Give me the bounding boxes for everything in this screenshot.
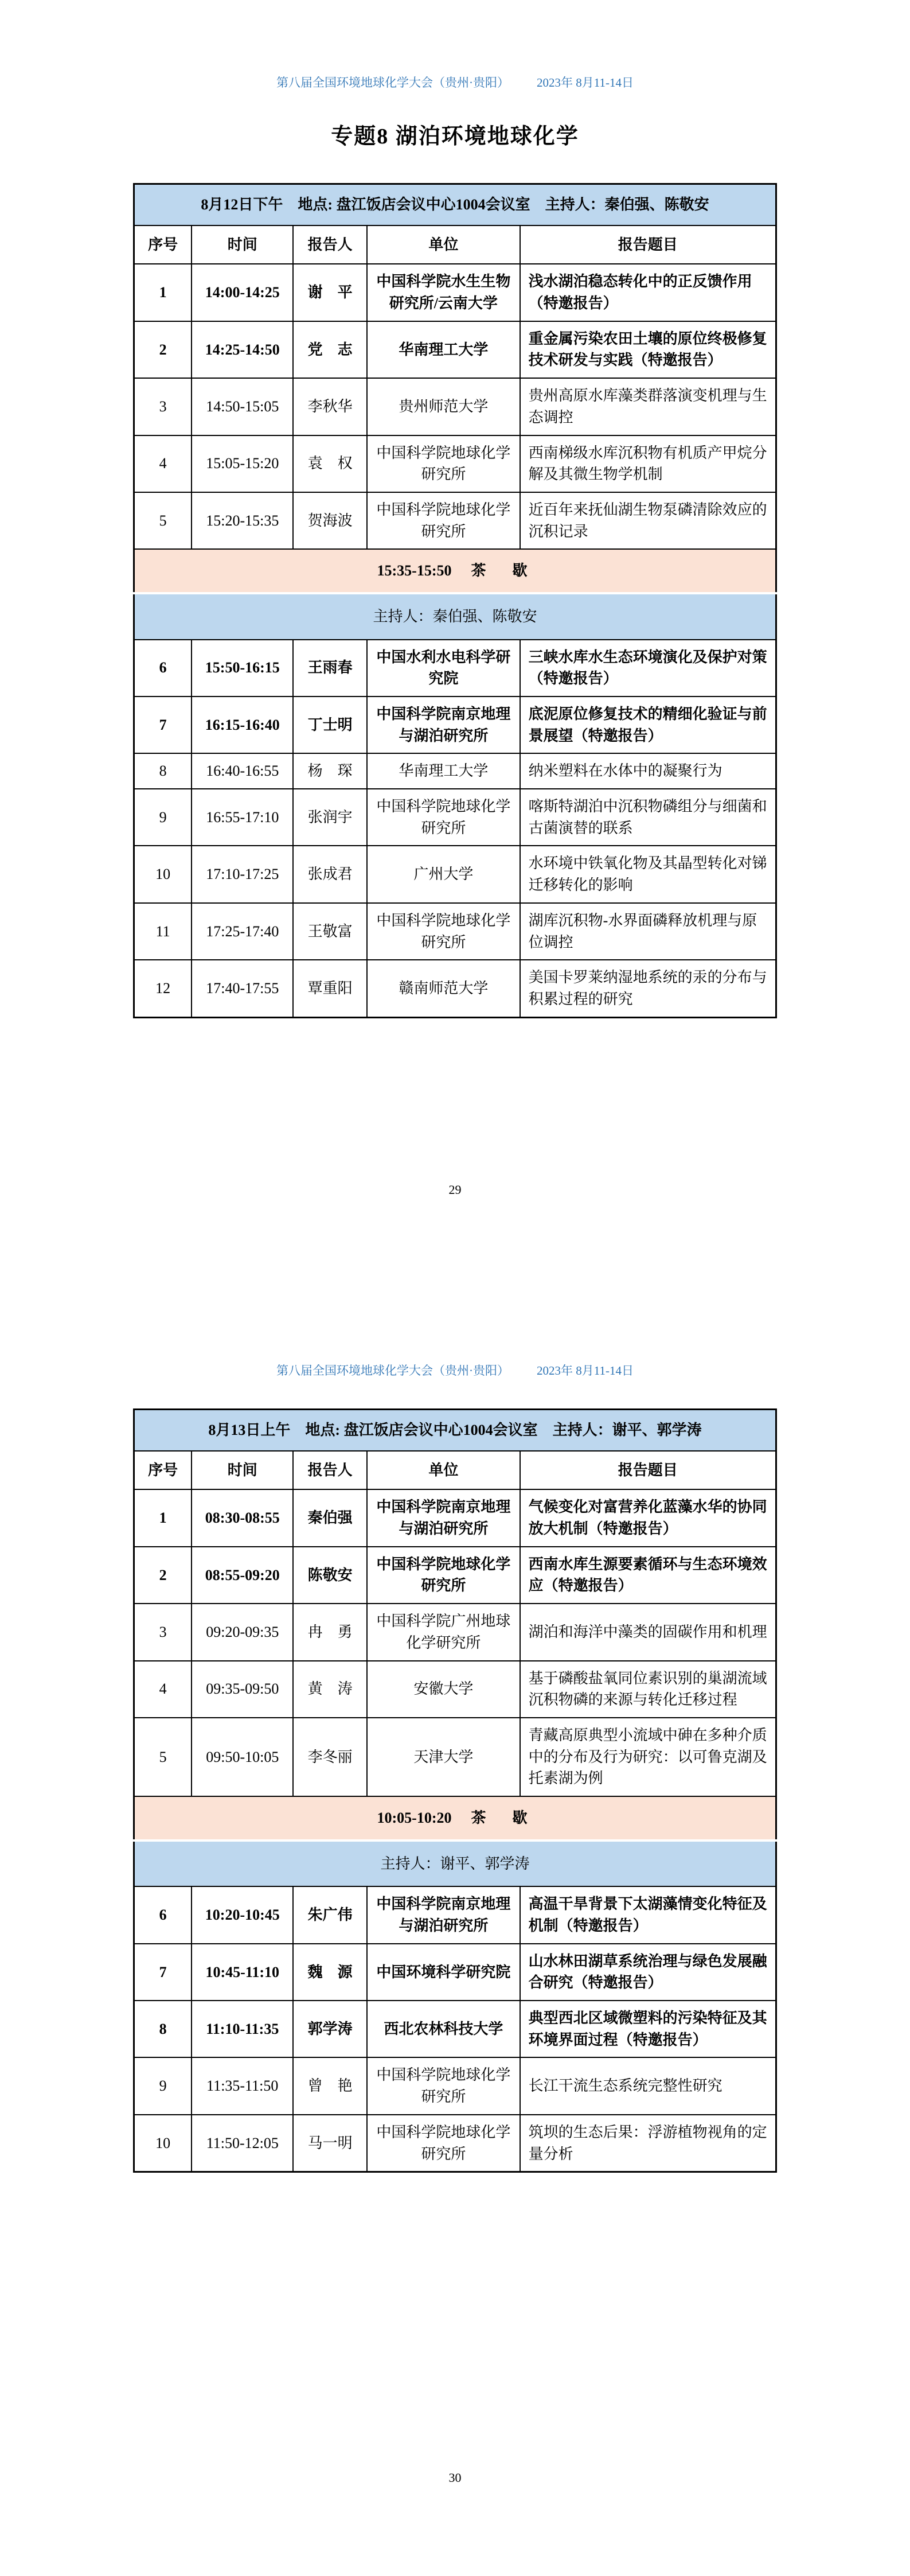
tea-break-row — [134, 1796, 776, 1840]
table-row — [134, 789, 776, 846]
cell-unit: 赣南师范大学 — [367, 960, 520, 1017]
cell-no: 12 — [134, 960, 192, 1017]
cell-title: 湖泊和海洋中藻类的固碳作用和机理 — [520, 1604, 776, 1660]
cell-no: 10 — [134, 846, 192, 902]
table-row — [134, 1886, 776, 1943]
cell-time: 08:30-08:55 — [192, 1489, 293, 1546]
cell-time: 16:15-16:40 — [192, 696, 293, 753]
cell-speaker: 郭学涛 — [293, 2001, 367, 2057]
cell-no: 3 — [134, 1604, 192, 1660]
cell-speaker: 杨 琛 — [293, 753, 367, 789]
cell-speaker: 曾 艳 — [293, 2057, 367, 2114]
cell-speaker: 马一明 — [293, 2115, 367, 2172]
col-header-speaker: 报告人 — [293, 225, 367, 264]
cell-speaker: 李冬丽 — [293, 1718, 367, 1796]
cell-unit: 中国科学院地球化学研究所 — [367, 435, 520, 492]
cell-speaker: 朱广伟 — [293, 1886, 367, 1943]
column-header-row — [134, 1451, 776, 1490]
cell-title: 贵州高原水库藻类群落演变机理与生态调控 — [520, 378, 776, 435]
cell-unit: 贵州师范大学 — [367, 378, 520, 435]
cell-speaker: 党 志 — [293, 321, 367, 378]
table-row — [134, 1489, 776, 1546]
cell-unit: 中国水利水电科学研究院 — [367, 640, 520, 696]
cell-time: 17:40-17:55 — [192, 960, 293, 1017]
cell-title: 三峡水库水生态环境演化及保护对策（特邀报告） — [520, 640, 776, 696]
cell-title: 筑坝的生态后果：浮游植物视角的定量分析 — [520, 2115, 776, 2172]
cell-no: 7 — [134, 1944, 192, 2001]
table-row — [134, 264, 776, 321]
cell-no: 2 — [134, 321, 192, 378]
table-row — [134, 640, 776, 696]
cell-no: 3 — [134, 378, 192, 435]
cell-time: 10:45-11:10 — [192, 1944, 293, 2001]
table-row — [134, 492, 776, 549]
table-row — [134, 1547, 776, 1604]
cell-unit: 华南理工大学 — [367, 321, 520, 378]
cell-speaker: 陈敬安 — [293, 1547, 367, 1604]
page-number-30: 30 — [448, 2470, 462, 2485]
table-row — [134, 2001, 776, 2057]
cell-title: 浅水湖泊稳态转化中的正反馈作用（特邀报告） — [520, 264, 776, 321]
cell-unit: 广州大学 — [367, 846, 520, 902]
cell-time: 11:35-11:50 — [192, 2057, 293, 2114]
cell-unit: 天津大学 — [367, 1718, 520, 1796]
chairs-row — [134, 1840, 776, 1887]
cell-no: 9 — [134, 2057, 192, 2114]
tea-break-time: 15:35-15:50 — [377, 562, 452, 579]
cell-time: 16:55-17:10 — [192, 789, 293, 846]
table-row — [134, 2115, 776, 2172]
cell-title: 底泥原位修复技术的精细化验证与前景展望（特邀报告） — [520, 696, 776, 753]
tea-break-cell — [134, 549, 776, 593]
cell-speaker: 谢 平 — [293, 264, 367, 321]
cell-unit: 中国科学院地球化学研究所 — [367, 492, 520, 549]
cell-speaker: 王敬富 — [293, 903, 367, 960]
table-row — [134, 960, 776, 1017]
tea-break-label: 茶 歇 — [471, 562, 533, 579]
session-banner-row — [134, 184, 776, 225]
column-header-row — [134, 225, 776, 264]
cell-title: 山水林田湖草系统治理与绿色发展融合研究（特邀报告） — [520, 1944, 776, 2001]
cell-no: 11 — [134, 903, 192, 960]
cell-speaker: 丁士明 — [293, 696, 367, 753]
cell-no: 5 — [134, 1718, 192, 1796]
cell-time: 10:20-10:45 — [192, 1886, 293, 1943]
cell-speaker: 张润宇 — [293, 789, 367, 846]
table-row — [134, 321, 776, 378]
cell-time: 15:20-15:35 — [192, 492, 293, 549]
cell-speaker: 秦伯强 — [293, 1489, 367, 1546]
col-header-index: 序号 — [134, 225, 192, 264]
cell-no: 1 — [134, 1489, 192, 1546]
table-row — [134, 2057, 776, 2114]
cell-unit: 中国科学院南京地理与湖泊研究所 — [367, 1489, 520, 1546]
cell-title: 西南梯级水库沉积物有机质产甲烷分解及其微生物学机制 — [520, 435, 776, 492]
cell-speaker: 王雨春 — [293, 640, 367, 696]
chairs-row — [134, 593, 776, 640]
session-table-aug12 — [133, 183, 777, 1018]
col-header-title: 报告题目 — [520, 1451, 776, 1490]
tea-break-cell — [134, 1796, 776, 1840]
cell-no: 4 — [134, 1661, 192, 1718]
cell-title: 水环境中铁氧化物及其晶型转化对锑迁移转化的影响 — [520, 846, 776, 902]
cell-title: 气候变化对富营养化蓝藻水华的协同放大机制（特邀报告） — [520, 1489, 776, 1546]
conference-header — [133, 1361, 777, 1379]
chairs-cell: 主持人：谢平、郭学涛 — [134, 1840, 776, 1887]
cell-speaker: 黄 涛 — [293, 1661, 367, 1718]
cell-unit: 中国科学院地球化学研究所 — [367, 1547, 520, 1604]
cell-title: 青藏高原典型小流域中砷在多种介质中的分布及行为研究：以可鲁克湖及托素湖为例 — [520, 1718, 776, 1796]
cell-no: 1 — [134, 264, 192, 321]
session-table-wrapper-morning — [133, 1408, 777, 2173]
cell-speaker: 袁 权 — [293, 435, 367, 492]
cell-no: 10 — [134, 2115, 192, 2172]
table-row — [134, 1661, 776, 1718]
session-banner-row — [134, 1410, 776, 1451]
table-row — [134, 696, 776, 753]
cell-no: 5 — [134, 492, 192, 549]
cell-speaker: 魏 源 — [293, 1944, 367, 2001]
cell-no: 6 — [134, 1886, 192, 1943]
cell-title: 湖库沉积物-水界面磷释放机理与原位调控 — [520, 903, 776, 960]
table-row — [134, 1604, 776, 1660]
col-header-time: 时间 — [192, 1451, 293, 1490]
cell-time: 14:25-14:50 — [192, 321, 293, 378]
cell-speaker: 覃重阳 — [293, 960, 367, 1017]
conference-title: 第八届全国环境地球化学大会（贵州·贵阳） — [276, 76, 510, 90]
table-row — [134, 1944, 776, 2001]
cell-time: 09:35-09:50 — [192, 1661, 293, 1718]
cell-unit: 中国科学院南京地理与湖泊研究所 — [367, 696, 520, 753]
cell-unit: 中国科学院地球化学研究所 — [367, 2057, 520, 2114]
cell-title: 长江干流生态系统完整性研究 — [520, 2057, 776, 2114]
session-banner: 8月12日下午 地点: 盘江饭店会议中心1004会议室 主持人：秦伯强、陈敬安 — [134, 184, 776, 225]
cell-unit: 西北农林科技大学 — [367, 2001, 520, 2057]
cell-unit: 中国科学院南京地理与湖泊研究所 — [367, 1886, 520, 1943]
table-row — [134, 378, 776, 435]
cell-unit: 中国科学院水生生物研究所/云南大学 — [367, 264, 520, 321]
cell-title: 典型西北区域微塑料的污染特征及其环境界面过程（特邀报告） — [520, 2001, 776, 2057]
table-row — [134, 846, 776, 902]
cell-unit: 中国科学院地球化学研究所 — [367, 789, 520, 846]
col-header-unit: 单位 — [367, 1451, 520, 1490]
cell-time: 17:10-17:25 — [192, 846, 293, 902]
cell-time: 09:50-10:05 — [192, 1718, 293, 1796]
col-header-index: 序号 — [134, 1451, 192, 1490]
table-row — [134, 903, 776, 960]
cell-no: 7 — [134, 696, 192, 753]
page-number-29: 29 — [448, 1182, 462, 1197]
chairs-cell: 主持人：秦伯强、陈敬安 — [134, 593, 776, 640]
cell-time: 15:05-15:20 — [192, 435, 293, 492]
cell-time: 14:50-15:05 — [192, 378, 293, 435]
tea-break-row — [134, 549, 776, 593]
cell-unit: 安徽大学 — [367, 1661, 520, 1718]
cell-time: 16:40-16:55 — [192, 753, 293, 789]
session-table-wrapper-afternoon — [133, 183, 777, 1018]
cell-unit: 中国科学院地球化学研究所 — [367, 2115, 520, 2172]
cell-speaker: 贺海波 — [293, 492, 367, 549]
cell-title: 美国卡罗莱纳湿地系统的汞的分布与积累过程的研究 — [520, 960, 776, 1017]
cell-title: 高温干旱背景下太湖藻情变化特征及机制（特邀报告） — [520, 1886, 776, 1943]
col-header-title: 报告题目 — [520, 225, 776, 264]
tea-break-label: 茶 歇 — [471, 1809, 533, 1826]
cell-time: 11:10-11:35 — [192, 2001, 293, 2057]
cell-no: 6 — [134, 640, 192, 696]
table-row — [134, 753, 776, 789]
cell-title: 纳米塑料在水体中的凝聚行为 — [520, 753, 776, 789]
cell-speaker: 张成君 — [293, 846, 367, 902]
table-row — [134, 1718, 776, 1796]
cell-speaker: 冉 勇 — [293, 1604, 367, 1660]
cell-time: 08:55-09:20 — [192, 1547, 293, 1604]
topic-title: 专题8 湖泊环境地球化学 — [331, 124, 579, 149]
conference-header — [133, 73, 777, 91]
cell-title: 喀斯特湖泊中沉积物磷组分与细菌和古菌演替的联系 — [520, 789, 776, 846]
cell-no: 9 — [134, 789, 192, 846]
tea-break-time: 10:05-10:20 — [377, 1809, 452, 1826]
cell-unit: 中国科学院地球化学研究所 — [367, 903, 520, 960]
cell-unit: 中国科学院广州地球化学研究所 — [367, 1604, 520, 1660]
session-table-aug13 — [133, 1408, 777, 2173]
conference-dates: 2023年 8月11-14日 — [537, 76, 634, 90]
conference-title: 第八届全国环境地球化学大会（贵州·贵阳） — [276, 1364, 510, 1378]
table-row — [134, 435, 776, 492]
cell-no: 8 — [134, 753, 192, 789]
cell-title: 近百年来抚仙湖生物泵磷清除效应的沉积记录 — [520, 492, 776, 549]
cell-time: 17:25-17:40 — [192, 903, 293, 960]
conference-dates: 2023年 8月11-14日 — [537, 1364, 634, 1378]
cell-speaker: 李秋华 — [293, 378, 367, 435]
cell-title: 西南水库生源要素循环与生态环境效应（特邀报告） — [520, 1547, 776, 1604]
cell-title: 重金属污染农田土壤的原位终极修复技术研发与实践（特邀报告） — [520, 321, 776, 378]
col-header-speaker: 报告人 — [293, 1451, 367, 1490]
cell-time: 11:50-12:05 — [192, 2115, 293, 2172]
cell-time: 14:00-14:25 — [192, 264, 293, 321]
cell-time: 09:20-09:35 — [192, 1604, 293, 1660]
cell-title: 基于磷酸盐氧同位素识别的巢湖流域沉积物磷的来源与转化迁移过程 — [520, 1661, 776, 1718]
cell-time: 15:50-16:15 — [192, 640, 293, 696]
col-header-unit: 单位 — [367, 225, 520, 264]
cell-unit: 华南理工大学 — [367, 753, 520, 789]
cell-no: 8 — [134, 2001, 192, 2057]
cell-unit: 中国环境科学研究院 — [367, 1944, 520, 2001]
session-banner: 8月13日上午 地点: 盘江饭店会议中心1004会议室 主持人：谢平、郭学涛 — [134, 1410, 776, 1451]
col-header-time: 时间 — [192, 225, 293, 264]
cell-no: 2 — [134, 1547, 192, 1604]
cell-no: 4 — [134, 435, 192, 492]
page-2 — [0, 1288, 910, 2576]
